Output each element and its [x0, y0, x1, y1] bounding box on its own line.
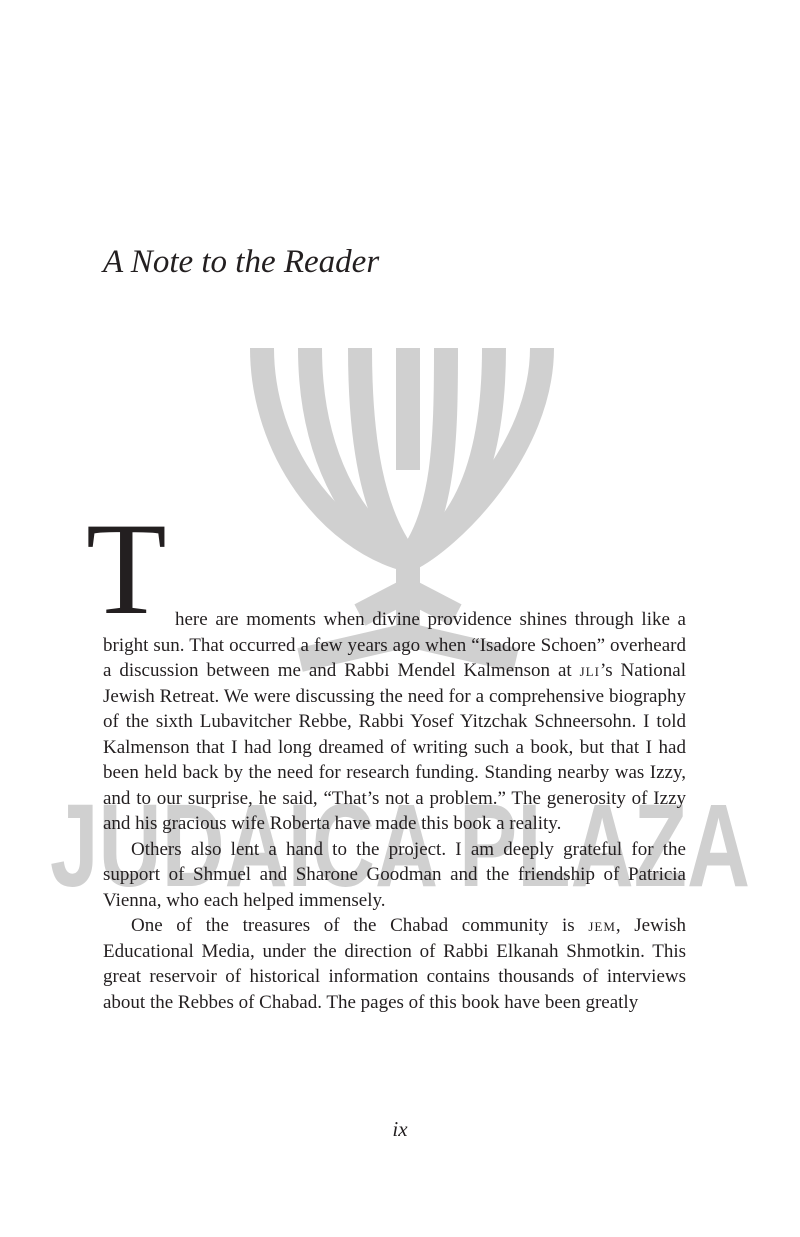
paragraph-3 [103, 913, 686, 1015]
page-title: A Note to the Reader [103, 244, 380, 280]
jli-abbreviation: jli [579, 660, 600, 681]
paragraph-1 [86, 495, 686, 837]
watermark-text: JUDAICA PLAZA [50, 780, 750, 912]
page-number: ix [392, 1117, 408, 1141]
paragraph-3-text-a: One of the treasures of the Chabad community is [131, 915, 589, 936]
jem-abbreviation: jem [588, 915, 616, 936]
drop-cap: T [86, 495, 167, 642]
paragraph-1-text-a: here are moments when divine providence shines through like a bright sun. That occurred a few years ago when “Isadore Schoen” overheard a discussion between me and Rabbi Mendel Kalmenson at [103, 609, 686, 681]
body-text [86, 495, 686, 1015]
paragraph-1-text-b: ’s National Jewish Retreat. We were discussing the need for a comprehensive biography of the sixth Lubavitcher Rebbe, Rabbi Yosef Yitzchak Schneersohn. I told Kalmenson that I had long dreamed of writing such a book, but that I had been held back by the need for research funding. Standing nearby was Izzy, and to our surprise, he said, “That’s not a problem.” The generosity of Izzy and his gracious wife Roberta have made this book a reality. [103, 660, 686, 834]
paragraph-2: Others also lent a hand to the project. I am deeply grateful for the support of Shmuel and Sharone Goodman and the friendship of Patricia Vienna, who each helped immensely. [103, 838, 686, 911]
paragraph-3-text-b: , Jewish Educational Media, under the direction of Rabbi Elkanah Shmotkin. This great reservoir of historical information contains thousands of interviews about the Rebbes of Chabad. The pages of this book have been greatly [103, 915, 686, 1013]
